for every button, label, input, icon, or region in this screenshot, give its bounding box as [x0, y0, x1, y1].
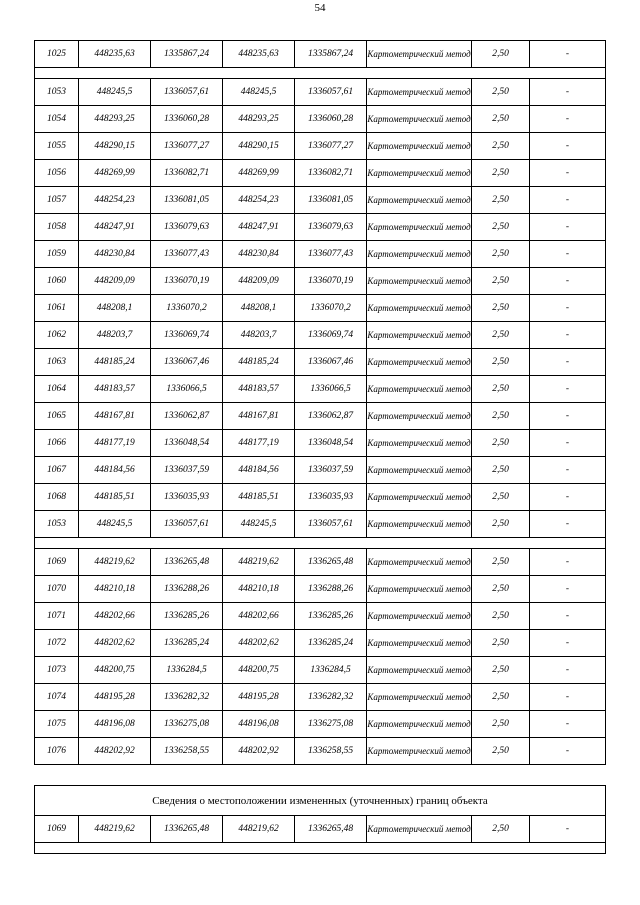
precision-cell: 2,50 [472, 816, 530, 843]
method-cell: Картометрический метод [367, 376, 472, 403]
method-cell: Картометрический метод [367, 576, 472, 603]
y-new-cell: 1336285,26 [295, 603, 367, 630]
description-cell: - [530, 576, 606, 603]
point-number-cell: 1073 [35, 657, 79, 684]
y-new-cell: 1335867,24 [295, 41, 367, 68]
x-new-cell: 448247,91 [223, 214, 295, 241]
separator-cell [35, 843, 606, 854]
precision-cell: 2,50 [472, 133, 530, 160]
method-cell: Картометрический метод [367, 603, 472, 630]
y-old-cell: 1336057,61 [151, 79, 223, 106]
precision-cell: 2,50 [472, 241, 530, 268]
x-old-cell: 448177,19 [79, 430, 151, 457]
precision-cell: 2,50 [472, 376, 530, 403]
separator-row [35, 68, 606, 79]
precision-cell: 2,50 [472, 322, 530, 349]
x-new-cell: 448200,75 [223, 657, 295, 684]
description-cell: - [530, 403, 606, 430]
y-new-cell: 1336048,54 [295, 430, 367, 457]
x-new-cell: 448177,19 [223, 430, 295, 457]
x-old-cell: 448196,08 [79, 711, 151, 738]
separator-row [35, 538, 606, 549]
table-row [35, 295, 606, 322]
y-new-cell: 1336069,74 [295, 322, 367, 349]
table-row [35, 187, 606, 214]
table-row [35, 684, 606, 711]
x-old-cell: 448200,75 [79, 657, 151, 684]
table-row [35, 403, 606, 430]
separator-cell [35, 538, 606, 549]
description-cell: - [530, 268, 606, 295]
description-cell: - [530, 657, 606, 684]
method-cell: Картометрический метод [367, 349, 472, 376]
y-old-cell: 1336081,05 [151, 187, 223, 214]
y-new-cell: 1336057,61 [295, 79, 367, 106]
point-number-cell: 1057 [35, 187, 79, 214]
x-old-cell: 448202,92 [79, 738, 151, 765]
method-cell: Картометрический метод [367, 657, 472, 684]
precision-cell: 2,50 [472, 484, 530, 511]
description-cell: - [530, 41, 606, 68]
x-old-cell: 448167,81 [79, 403, 151, 430]
x-new-cell: 448185,51 [223, 484, 295, 511]
table-row [35, 457, 606, 484]
x-new-cell: 448293,25 [223, 106, 295, 133]
precision-cell: 2,50 [472, 41, 530, 68]
x-old-cell: 448230,84 [79, 241, 151, 268]
y-old-cell: 1336060,28 [151, 106, 223, 133]
table-row [35, 349, 606, 376]
point-number-cell: 1053 [35, 511, 79, 538]
method-cell: Картометрический метод [367, 403, 472, 430]
separator-row [35, 843, 606, 854]
precision-cell: 2,50 [472, 430, 530, 457]
description-cell: - [530, 295, 606, 322]
x-old-cell: 448247,91 [79, 214, 151, 241]
description-cell: - [530, 106, 606, 133]
y-old-cell: 1336079,63 [151, 214, 223, 241]
table-row [35, 241, 606, 268]
y-old-cell: 1335867,24 [151, 41, 223, 68]
x-new-cell: 448269,99 [223, 160, 295, 187]
x-old-cell: 448209,09 [79, 268, 151, 295]
description-cell: - [530, 549, 606, 576]
y-new-cell: 1336077,27 [295, 133, 367, 160]
method-cell: Картометрический метод [367, 241, 472, 268]
point-number-cell: 1069 [35, 549, 79, 576]
changed-boundaries-table [34, 785, 606, 854]
x-old-cell: 448210,18 [79, 576, 151, 603]
section-title: Сведения о местоположении измененных (уточненных) границ объекта [35, 786, 606, 816]
x-old-cell: 448195,28 [79, 684, 151, 711]
y-new-cell: 1336060,28 [295, 106, 367, 133]
x-old-cell: 448235,63 [79, 41, 151, 68]
point-number-cell: 1059 [35, 241, 79, 268]
point-number-cell: 1061 [35, 295, 79, 322]
x-new-cell: 448210,18 [223, 576, 295, 603]
precision-cell: 2,50 [472, 457, 530, 484]
x-old-cell: 448185,51 [79, 484, 151, 511]
y-old-cell: 1336070,19 [151, 268, 223, 295]
table-row [35, 630, 606, 657]
method-cell: Картометрический метод [367, 41, 472, 68]
y-old-cell: 1336048,54 [151, 430, 223, 457]
x-new-cell: 448219,62 [223, 549, 295, 576]
point-number-cell: 1074 [35, 684, 79, 711]
y-new-cell: 1336265,48 [295, 549, 367, 576]
y-new-cell: 1336079,63 [295, 214, 367, 241]
description-cell: - [530, 484, 606, 511]
precision-cell: 2,50 [472, 349, 530, 376]
y-old-cell: 1336067,46 [151, 349, 223, 376]
precision-cell: 2,50 [472, 511, 530, 538]
x-old-cell: 448254,23 [79, 187, 151, 214]
point-number-cell: 1070 [35, 576, 79, 603]
description-cell: - [530, 738, 606, 765]
precision-cell: 2,50 [472, 630, 530, 657]
table-row [35, 484, 606, 511]
description-cell: - [530, 430, 606, 457]
x-new-cell: 448202,66 [223, 603, 295, 630]
description-cell: - [530, 711, 606, 738]
x-new-cell: 448235,63 [223, 41, 295, 68]
y-new-cell: 1336284,5 [295, 657, 367, 684]
description-cell: - [530, 214, 606, 241]
y-new-cell: 1336265,48 [295, 816, 367, 843]
point-number-cell: 1053 [35, 79, 79, 106]
method-cell: Картометрический метод [367, 738, 472, 765]
table-row [35, 160, 606, 187]
x-old-cell: 448269,99 [79, 160, 151, 187]
description-cell: - [530, 133, 606, 160]
table-row [35, 603, 606, 630]
description-cell: - [530, 322, 606, 349]
description-cell: - [530, 241, 606, 268]
y-old-cell: 1336057,61 [151, 511, 223, 538]
table-row [35, 79, 606, 106]
method-cell: Картометрический метод [367, 322, 472, 349]
page-number: 54 [314, 2, 326, 14]
x-old-cell: 448293,25 [79, 106, 151, 133]
method-cell: Картометрический метод [367, 484, 472, 511]
description-cell: - [530, 457, 606, 484]
precision-cell: 2,50 [472, 738, 530, 765]
precision-cell: 2,50 [472, 603, 530, 630]
precision-cell: 2,50 [472, 160, 530, 187]
x-new-cell: 448203,7 [223, 322, 295, 349]
x-old-cell: 448202,62 [79, 630, 151, 657]
table-row [35, 738, 606, 765]
table-row [35, 576, 606, 603]
y-old-cell: 1336077,27 [151, 133, 223, 160]
precision-cell: 2,50 [472, 106, 530, 133]
method-cell: Картометрический метод [367, 684, 472, 711]
x-new-cell: 448195,28 [223, 684, 295, 711]
y-old-cell: 1336082,71 [151, 160, 223, 187]
y-new-cell: 1336035,93 [295, 484, 367, 511]
point-number-cell: 1066 [35, 430, 79, 457]
precision-cell: 2,50 [472, 576, 530, 603]
y-new-cell: 1336288,26 [295, 576, 367, 603]
point-number-cell: 1058 [35, 214, 79, 241]
precision-cell: 2,50 [472, 214, 530, 241]
method-cell: Картометрический метод [367, 711, 472, 738]
y-new-cell: 1336070,2 [295, 295, 367, 322]
precision-cell: 2,50 [472, 711, 530, 738]
y-new-cell: 1336062,87 [295, 403, 367, 430]
point-number-cell: 1025 [35, 41, 79, 68]
x-new-cell: 448245,5 [223, 79, 295, 106]
y-new-cell: 1336081,05 [295, 187, 367, 214]
x-new-cell: 448183,57 [223, 376, 295, 403]
y-new-cell: 1336258,55 [295, 738, 367, 765]
y-new-cell: 1336077,43 [295, 241, 367, 268]
y-old-cell: 1336037,59 [151, 457, 223, 484]
description-cell: - [530, 79, 606, 106]
table-row [35, 711, 606, 738]
table-row [35, 430, 606, 457]
method-cell: Картометрический метод [367, 133, 472, 160]
x-new-cell: 448245,5 [223, 511, 295, 538]
y-new-cell: 1336275,08 [295, 711, 367, 738]
table-row [35, 133, 606, 160]
x-new-cell: 448219,62 [223, 816, 295, 843]
table-row [35, 41, 606, 68]
section-title-row [35, 786, 606, 816]
method-cell: Картометрический метод [367, 457, 472, 484]
y-old-cell: 1336066,5 [151, 376, 223, 403]
x-new-cell: 448202,62 [223, 630, 295, 657]
x-old-cell: 448245,5 [79, 79, 151, 106]
description-cell: - [530, 603, 606, 630]
method-cell: Картометрический метод [367, 187, 472, 214]
method-cell: Картометрический метод [367, 630, 472, 657]
description-cell: - [530, 349, 606, 376]
x-new-cell: 448208,1 [223, 295, 295, 322]
x-old-cell: 448245,5 [79, 511, 151, 538]
precision-cell: 2,50 [472, 549, 530, 576]
point-number-cell: 1056 [35, 160, 79, 187]
y-old-cell: 1336284,5 [151, 657, 223, 684]
x-old-cell: 448219,62 [79, 816, 151, 843]
point-number-cell: 1071 [35, 603, 79, 630]
x-old-cell: 448202,66 [79, 603, 151, 630]
description-cell: - [530, 376, 606, 403]
x-new-cell: 448202,92 [223, 738, 295, 765]
table-row [35, 214, 606, 241]
description-cell: - [530, 630, 606, 657]
x-new-cell: 448254,23 [223, 187, 295, 214]
y-new-cell: 1336282,32 [295, 684, 367, 711]
coordinates-table [34, 40, 606, 765]
point-number-cell: 1072 [35, 630, 79, 657]
description-cell: - [530, 187, 606, 214]
point-number-cell: 1075 [35, 711, 79, 738]
method-cell: Картометрический метод [367, 268, 472, 295]
table-row [35, 106, 606, 133]
y-old-cell: 1336070,2 [151, 295, 223, 322]
y-old-cell: 1336265,48 [151, 816, 223, 843]
table-row [35, 376, 606, 403]
x-new-cell: 448167,81 [223, 403, 295, 430]
precision-cell: 2,50 [472, 187, 530, 214]
precision-cell: 2,50 [472, 403, 530, 430]
table-row [35, 511, 606, 538]
description-cell: - [530, 511, 606, 538]
precision-cell: 2,50 [472, 79, 530, 106]
x-new-cell: 448209,09 [223, 268, 295, 295]
x-old-cell: 448208,1 [79, 295, 151, 322]
point-number-cell: 1054 [35, 106, 79, 133]
x-old-cell: 448219,62 [79, 549, 151, 576]
x-new-cell: 448230,84 [223, 241, 295, 268]
y-old-cell: 1336035,93 [151, 484, 223, 511]
method-cell: Картометрический метод [367, 549, 472, 576]
method-cell: Картометрический метод [367, 816, 472, 843]
y-old-cell: 1336258,55 [151, 738, 223, 765]
point-number-cell: 1069 [35, 816, 79, 843]
y-new-cell: 1336037,59 [295, 457, 367, 484]
point-number-cell: 1060 [35, 268, 79, 295]
y-new-cell: 1336067,46 [295, 349, 367, 376]
method-cell: Картометрический метод [367, 430, 472, 457]
y-new-cell: 1336082,71 [295, 160, 367, 187]
x-old-cell: 448290,15 [79, 133, 151, 160]
table-row [35, 816, 606, 843]
y-old-cell: 1336288,26 [151, 576, 223, 603]
point-number-cell: 1055 [35, 133, 79, 160]
y-old-cell: 1336285,24 [151, 630, 223, 657]
method-cell: Картометрический метод [367, 295, 472, 322]
table-row [35, 268, 606, 295]
description-cell: - [530, 816, 606, 843]
y-new-cell: 1336057,61 [295, 511, 367, 538]
y-old-cell: 1336062,87 [151, 403, 223, 430]
method-cell: Картометрический метод [367, 160, 472, 187]
y-old-cell: 1336265,48 [151, 549, 223, 576]
point-number-cell: 1062 [35, 322, 79, 349]
method-cell: Картометрический метод [367, 79, 472, 106]
table-row [35, 549, 606, 576]
y-old-cell: 1336069,74 [151, 322, 223, 349]
y-old-cell: 1336282,32 [151, 684, 223, 711]
x-new-cell: 448196,08 [223, 711, 295, 738]
x-old-cell: 448203,7 [79, 322, 151, 349]
point-number-cell: 1068 [35, 484, 79, 511]
x-new-cell: 448185,24 [223, 349, 295, 376]
precision-cell: 2,50 [472, 295, 530, 322]
method-cell: Картометрический метод [367, 214, 472, 241]
precision-cell: 2,50 [472, 268, 530, 295]
x-new-cell: 448290,15 [223, 133, 295, 160]
point-number-cell: 1076 [35, 738, 79, 765]
y-new-cell: 1336066,5 [295, 376, 367, 403]
point-number-cell: 1065 [35, 403, 79, 430]
point-number-cell: 1063 [35, 349, 79, 376]
precision-cell: 2,50 [472, 684, 530, 711]
y-old-cell: 1336285,26 [151, 603, 223, 630]
description-cell: - [530, 160, 606, 187]
description-cell: - [530, 684, 606, 711]
y-new-cell: 1336070,19 [295, 268, 367, 295]
point-number-cell: 1067 [35, 457, 79, 484]
table-row [35, 657, 606, 684]
x-old-cell: 448184,56 [79, 457, 151, 484]
precision-cell: 2,50 [472, 657, 530, 684]
x-new-cell: 448184,56 [223, 457, 295, 484]
point-number-cell: 1064 [35, 376, 79, 403]
y-new-cell: 1336285,24 [295, 630, 367, 657]
method-cell: Картометрический метод [367, 106, 472, 133]
y-old-cell: 1336077,43 [151, 241, 223, 268]
method-cell: Картометрический метод [367, 511, 472, 538]
separator-cell [35, 68, 606, 79]
y-old-cell: 1336275,08 [151, 711, 223, 738]
table-row [35, 322, 606, 349]
x-old-cell: 448185,24 [79, 349, 151, 376]
x-old-cell: 448183,57 [79, 376, 151, 403]
